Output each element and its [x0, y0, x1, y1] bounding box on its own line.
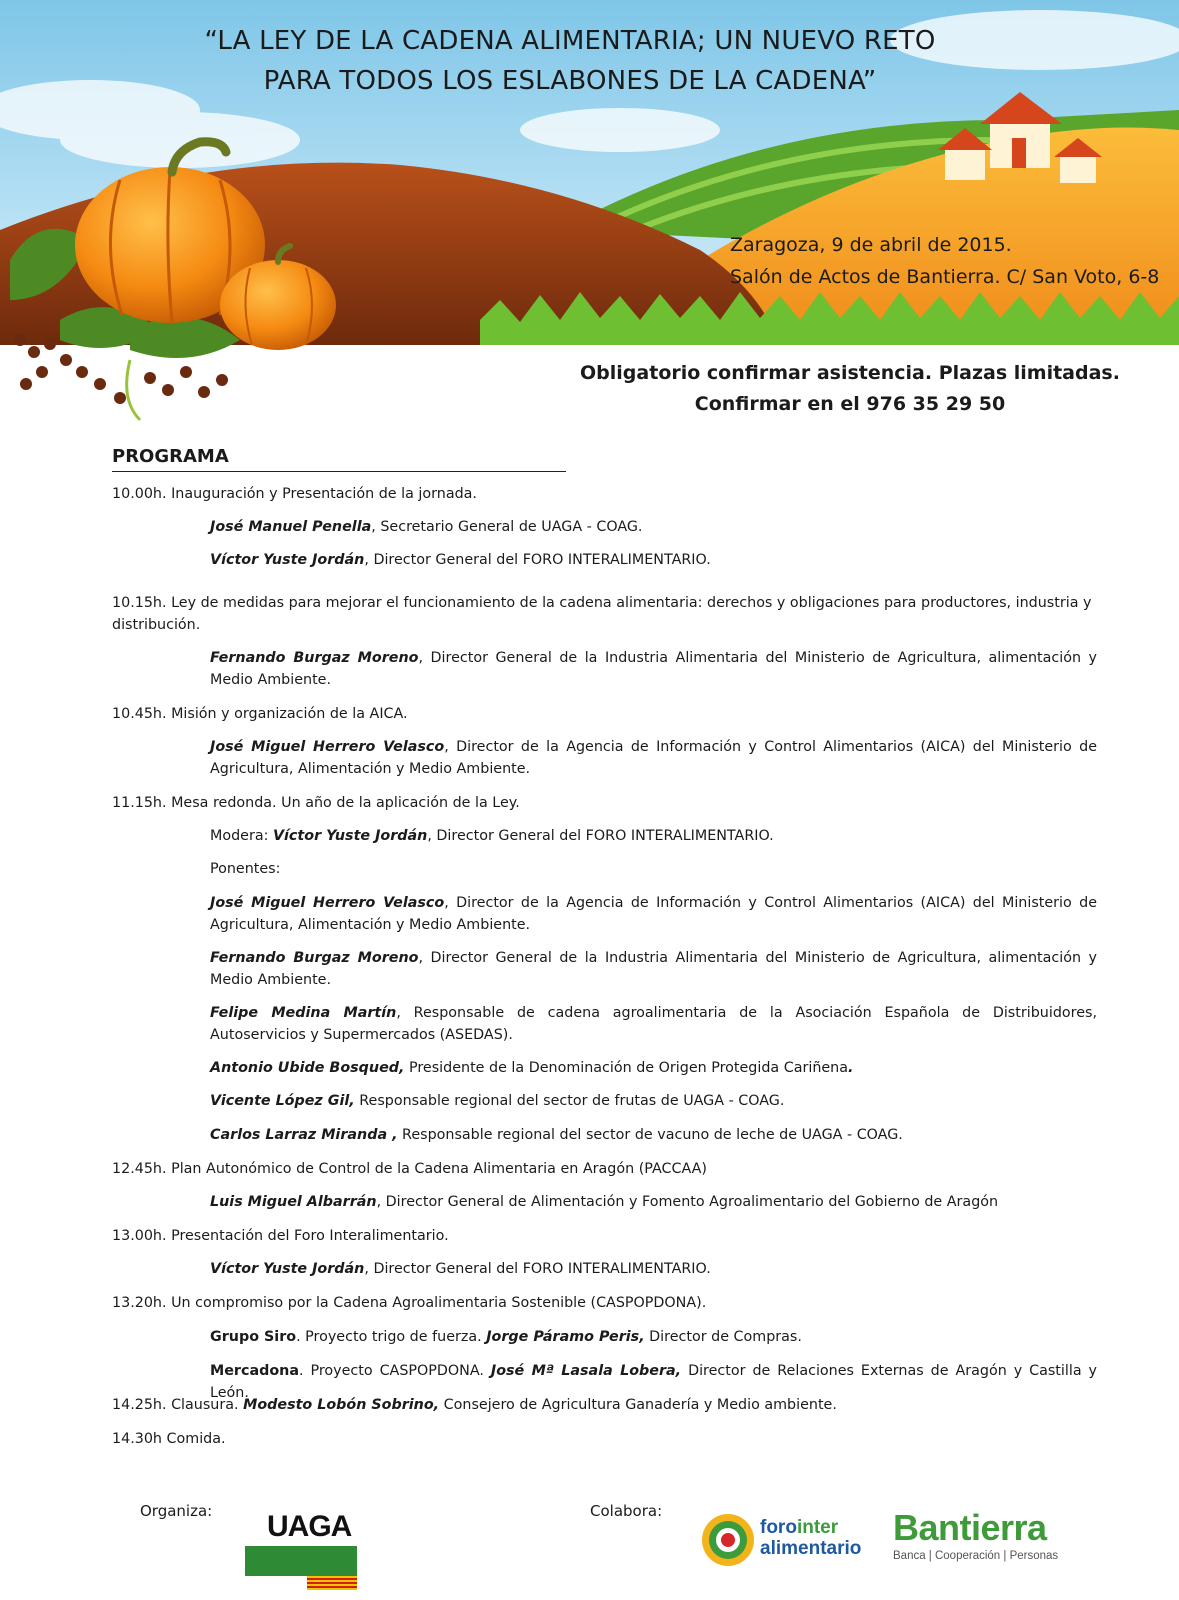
colabora-label: Colabora: — [590, 1502, 663, 1520]
speaker-line: Fernando Burgaz Moreno, Director General de la Industria Alimentaria del Ministerio de Agricultura, alimentación y Medio Ambiente. — [210, 950, 1098, 988]
programa-heading: PROGRAMA — [112, 446, 566, 472]
bantierra-wordmark: Bantierra — [893, 1507, 1047, 1548]
speaker-name: José Miguel Herrero Velasco — [210, 739, 445, 755]
session-time: 14.30h Comida. — [112, 1431, 226, 1447]
company-name: Mercadona — [210, 1363, 299, 1379]
session-time: 14.25h. Clausura. Modesto Lobón Sobrino, Consejero de Agricultura Ganadería y Medio ambiente. — [112, 1397, 837, 1413]
company-line: Mercadona. Proyecto CASPOPDONA. José Mª Lasala Lobera, Director de Relaciones Externas de Aragón y Castilla y León. — [210, 1363, 1097, 1401]
speaker-name: Víctor Yuste Jordán — [210, 1261, 365, 1277]
company-name: Grupo Siro — [210, 1329, 297, 1345]
speaker-line: Felipe Medina Martín, Responsable de cadena agroalimentaria de la Asociación Española de Distribuidores, Autoservicios y Supermercados (ASEDAS). — [210, 1005, 1097, 1043]
speaker-name: Modesto Lobón Sobrino, — [243, 1397, 440, 1413]
speaker-name: Jorge Páramo Peris, — [486, 1329, 645, 1345]
organiza-label: Organiza: — [140, 1502, 213, 1520]
session-time: 10.15h. Ley de medidas para mejorar el funcionamiento de la cadena alimentaria: derechos y obligaciones para productores, industria y distribución. — [112, 595, 1092, 633]
foro-text: foro — [760, 1517, 797, 1538]
bantierra-tagline: Banca | Cooperación | Personas — [893, 1550, 1059, 1562]
inter-text: inter — [796, 1517, 839, 1538]
confirm-phone: Confirmar en el 976 35 29 50 — [694, 393, 1006, 415]
speaker-name: José Mª Lasala Lobera, — [490, 1363, 682, 1379]
session-time: 13.00h. Presentación del Foro Interalimentario. — [112, 1228, 449, 1244]
uaga-coag-logo — [245, 1510, 365, 1590]
aragon-flag-icon — [307, 1576, 357, 1590]
ponentes-label: Ponentes: — [210, 861, 281, 877]
moderator-line: Modera: Víctor Yuste Jordán, Director General del FORO INTERALIMENTARIO. — [210, 828, 774, 844]
foro-logo-icon — [700, 1512, 756, 1568]
bantierra-logo — [893, 1508, 1093, 1578]
speaker-name: Víctor Yuste Jordán — [272, 828, 428, 844]
session-time: 12.45h. Plan Autonómico de Control de la Cadena Alimentaria en Aragón (PACCAA) — [112, 1161, 708, 1177]
speaker-name: Carlos Larraz Miranda , — [210, 1127, 398, 1143]
session-time: 10.00h. Inauguración y Presentación de la jornada. — [112, 486, 477, 502]
speaker-name: José Manuel Penella — [210, 519, 372, 535]
title-line-1: “LA LEY DE LA CADENA ALIMENTARIA; UN NUEVO RETO — [204, 26, 936, 56]
speaker-name: Luis Miguel Albarrán — [210, 1194, 377, 1210]
event-date: Zaragoza, 9 de abril de 2015. — [730, 234, 1012, 256]
uaga-text: UAGA — [267, 1510, 352, 1543]
speaker-name: José Miguel Herrero Velasco — [210, 895, 445, 911]
foro-interalimentario-logo — [700, 1512, 875, 1572]
speaker-line: José Miguel Herrero Velasco, Director de la Agencia de Información y Control Alimentarios (AICA) del Ministerio de Agricultura, Alimentación y Medio Ambiente. — [210, 739, 1097, 777]
speaker-line: Víctor Yuste Jordán, Director General del FORO INTERALIMENTARIO. — [210, 1261, 711, 1277]
alimentario-text: alimentario — [760, 1538, 862, 1559]
speaker-name: Antonio Ubide Bosqued, — [210, 1060, 405, 1076]
session-time: 11.15h. Mesa redonda. Un año de la aplicación de la Ley. — [112, 795, 520, 811]
speaker-name: Fernando Burgaz Moreno — [210, 950, 419, 966]
speaker-line: Luis Miguel Albarrán, Director General de Alimentación y Fomento Agroalimentario del Gobierno de Aragón — [210, 1194, 999, 1210]
speaker-line: José Manuel Penella, Secretario General de UAGA - COAG. — [210, 519, 643, 535]
speaker-name: Felipe Medina Martín — [210, 1005, 397, 1021]
title-line-2: PARA TODOS LOS ESLABONES DE LA CADENA” — [263, 66, 877, 96]
event-venue: Salón de Actos de Bantierra. C/ San Voto, 6-8 — [730, 266, 1160, 288]
session-time: 10.45h. Misión y organización de la AICA. — [112, 706, 408, 722]
speaker-line: Víctor Yuste Jordán, Director General del FORO INTERALIMENTARIO. — [210, 552, 711, 568]
speaker-line: Fernando Burgaz Moreno, Director General de la Industria Alimentaria del Ministerio de Agricultura, alimentación y Medio Ambiente. — [210, 650, 1098, 688]
speaker-line: José Miguel Herrero Velasco, Director de la Agencia de Información y Control Alimentarios (AICA) del Ministerio de Agricultura, Alimentación y Medio Ambiente. — [210, 895, 1097, 933]
speaker-name: Fernando Burgaz Moreno — [210, 650, 419, 666]
session-time: 13.20h. Un compromiso por la Cadena Agroalimentaria Sostenible (CASPOPDONA). — [112, 1295, 707, 1311]
speaker-line: Vicente López Gil, Responsable regional del sector de frutas de UAGA - COAG. — [210, 1093, 785, 1109]
speaker-name: Vicente López Gil, — [210, 1093, 355, 1109]
speaker-line: Carlos Larraz Miranda , Responsable regional del sector de vacuno de leche de UAGA - COAG. — [210, 1127, 903, 1143]
speaker-name: Víctor Yuste Jordán — [210, 552, 365, 568]
company-line: Grupo Siro. Proyecto trigo de fuerza. Jorge Páramo Peris, Director de Compras. — [210, 1329, 802, 1345]
coag-text — [245, 1546, 357, 1576]
attendance-notice: Obligatorio confirmar asistencia. Plazas limitadas. — [580, 362, 1120, 384]
speaker-line: Antonio Ubide Bosqued, Presidente de la Denominación de Origen Protegida Cariñena. — [210, 1060, 854, 1076]
